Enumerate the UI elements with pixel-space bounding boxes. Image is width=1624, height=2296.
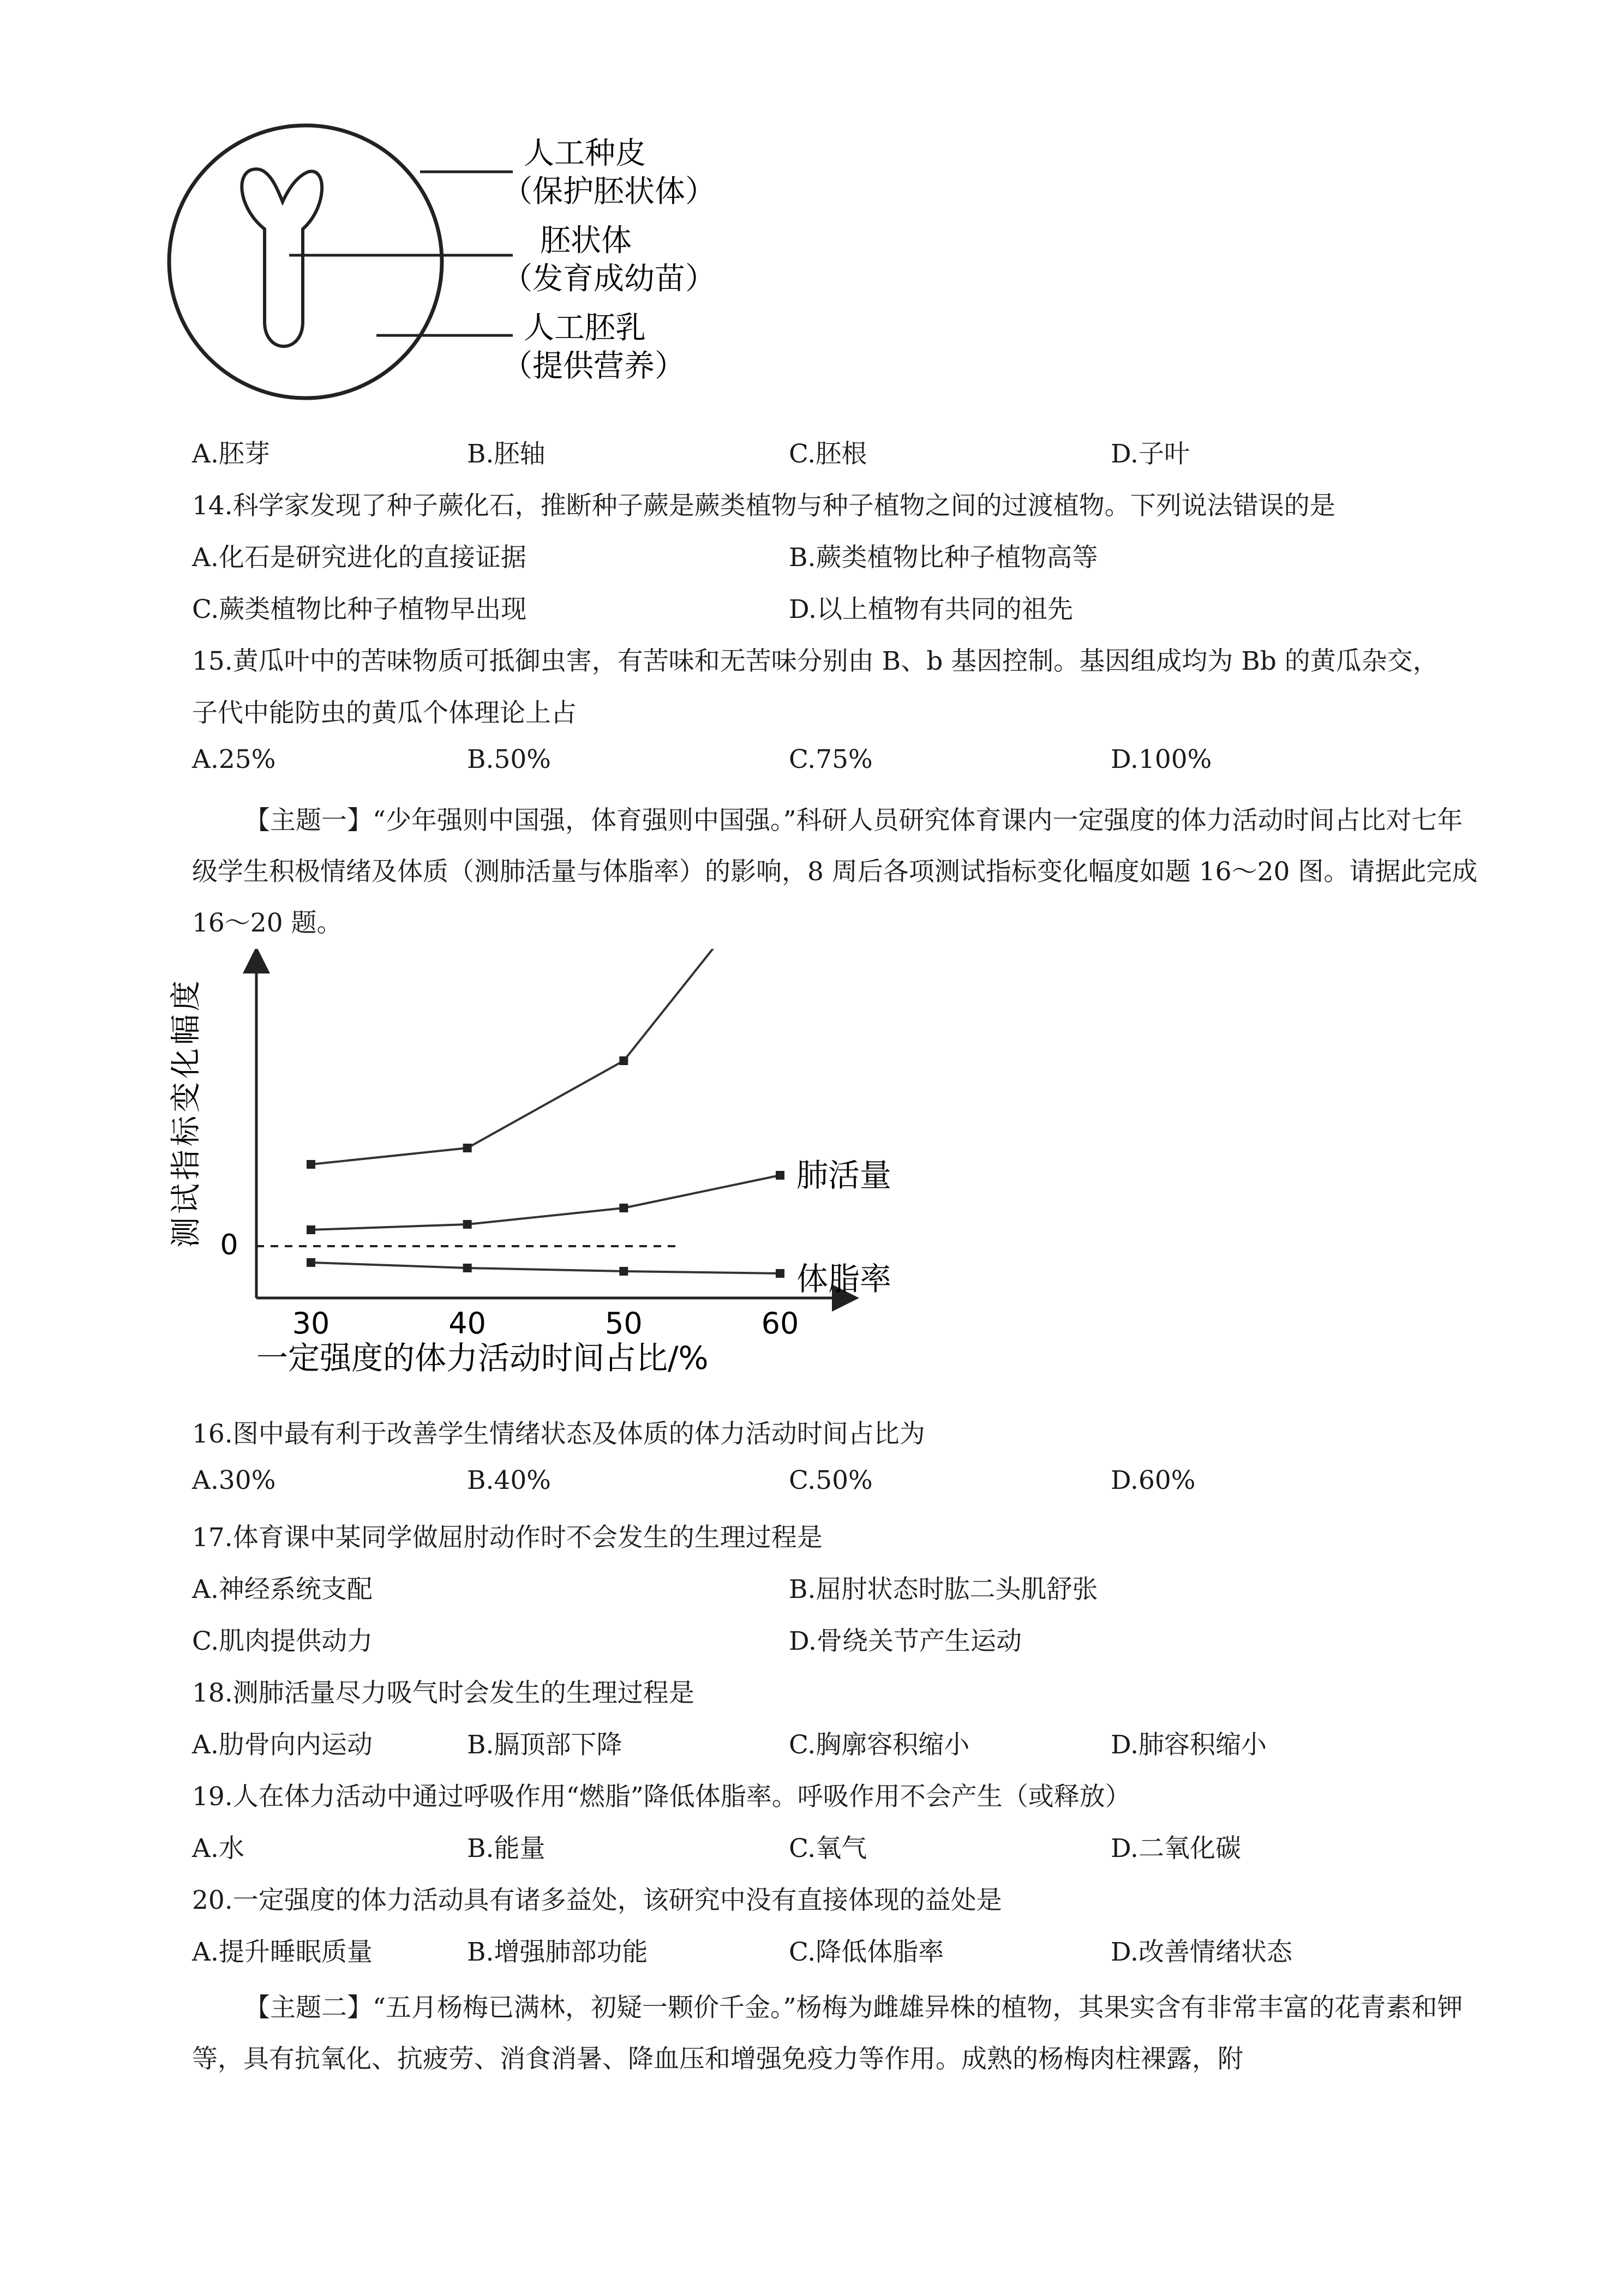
series-point bbox=[619, 1267, 628, 1276]
y-axis-label-char: 测 bbox=[169, 1217, 204, 1248]
theme1-paragraph: 【主题一】“少年强则中国强，体育强则中国强。”科研人员研究体育课内一定强度的体力活动时间占比对七年级学生积极情绪及体质（测肺活量与体脂率）的影响，8 周后各项测试指标变化幅度如题 16～20 图。请据此完成 16～20 题。 bbox=[192, 806, 1478, 938]
y-axis-label-char: 试 bbox=[169, 1183, 204, 1214]
label-endosperm: 人工胚乳 bbox=[524, 310, 646, 346]
x-tick-label: 50 bbox=[604, 1306, 643, 1341]
series-point bbox=[463, 1264, 472, 1272]
series-point bbox=[463, 1220, 472, 1229]
y-axis-label bbox=[169, 981, 204, 1248]
q20-option-d: D.改善情绪状态 bbox=[1111, 1937, 1292, 1967]
label-endosperm-note: （提供营养） bbox=[502, 348, 685, 384]
q15-option-b: B.50% bbox=[467, 744, 551, 774]
series-line-0 bbox=[311, 949, 780, 1164]
q13-option-b: B.胚轴 bbox=[467, 439, 546, 469]
x-tick-label: 30 bbox=[292, 1306, 330, 1341]
embryoid-shape bbox=[242, 169, 322, 346]
q18-option-b: B.膈顶部下降 bbox=[467, 1730, 622, 1760]
q13-option-a: A.胚芽 bbox=[192, 439, 270, 469]
y-axis-label-char: 指 bbox=[169, 1150, 204, 1180]
q18-option-a: A.肋骨向内运动 bbox=[192, 1730, 373, 1760]
q16-option-d: D.60% bbox=[1111, 1465, 1196, 1495]
series-line-2 bbox=[311, 1263, 780, 1273]
theme2-paragraph: 【主题二】“五月杨梅已满林，初疑一颗价千金。”杨梅为雌雄异株的植物，其果实含有非常丰富的花青素和钾等，具有抗氧化、抗疲劳、消食消暑、降血压和增强免疫力等作用。成熟的杨梅肉柱裸露，附 bbox=[192, 1993, 1463, 2074]
q14-option-d: D.以上植物有共同的祖先 bbox=[789, 594, 1073, 624]
y-axis-label-char: 变 bbox=[169, 1082, 204, 1113]
q14-option-b: B.蕨类植物比种子植物高等 bbox=[789, 543, 1098, 573]
seed-circle bbox=[169, 125, 442, 398]
q18-option-d: D.肺容积缩小 bbox=[1111, 1730, 1267, 1760]
q15-option-c: C.75% bbox=[789, 744, 873, 774]
x-tick-labels bbox=[292, 1306, 799, 1341]
q20-option-c: C.降低体脂率 bbox=[789, 1937, 944, 1967]
x-tick-label: 60 bbox=[761, 1306, 799, 1341]
y-zero-label: 0 bbox=[220, 1229, 238, 1261]
q17-stem: 17.体育课中某同学做屈肘动作时不会发生的生理过程是 bbox=[192, 1523, 823, 1553]
q19-option-b: B.能量 bbox=[467, 1834, 546, 1864]
q17-option-b: B.屈肘状态时肱二头肌舒张 bbox=[789, 1574, 1098, 1604]
q16-option-b: B.40% bbox=[467, 1465, 551, 1495]
series-point bbox=[776, 1171, 784, 1180]
q17-option-c: C.肌肉提供动力 bbox=[192, 1626, 373, 1656]
q19-option-d: D.二氧化碳 bbox=[1111, 1834, 1241, 1864]
activity-line-chart bbox=[164, 949, 906, 1385]
q16-stem: 16.图中最有利于改善学生情绪状态及体质的体力活动时间占比为 bbox=[192, 1419, 925, 1449]
series-point bbox=[307, 1225, 315, 1234]
x-axis-label: 一定强度的体力活动时间占比/% bbox=[256, 1339, 709, 1377]
q19-option-a: A.水 bbox=[192, 1834, 244, 1864]
q20-stem: 20.一定强度的体力活动具有诸多益处，该研究中没有直接体现的益处是 bbox=[192, 1885, 1002, 1915]
q19-stem: 19.人在体力活动中通过呼吸作用“燃脂”降低体脂率。呼吸作用不会产生（或释放） bbox=[192, 1782, 1131, 1812]
label-seed-coat-note: （保护胚状体） bbox=[502, 174, 716, 209]
artificial-seed-figure bbox=[164, 120, 775, 414]
y-axis-label-char: 度 bbox=[169, 981, 204, 1011]
q15-stem-line2: 子代中能防虫的黄瓜个体理论上占 bbox=[192, 698, 577, 728]
y-axis-label-char: 标 bbox=[169, 1116, 204, 1146]
q17-option-a: A.神经系统支配 bbox=[192, 1574, 373, 1604]
q18-option-c: C.胸廓容积缩小 bbox=[789, 1730, 970, 1760]
q17-option-d: D.骨绕关节产生运动 bbox=[789, 1626, 1022, 1656]
series-name-label: 肺活量 bbox=[796, 1157, 892, 1194]
series-point bbox=[776, 1269, 784, 1278]
y-axis-label-char: 化 bbox=[169, 1048, 204, 1079]
q15-stem-line1: 15.黄瓜叶中的苦味物质可抵御虫害，有苦味和无苦味分别由 B、b 基因控制。基因组成均为 Bb 的黄瓜杂交， bbox=[192, 646, 1439, 676]
chart-series bbox=[307, 949, 906, 1297]
series-point bbox=[307, 1258, 315, 1267]
q18-stem: 18.测肺活量尽力吸气时会发生的生理过程是 bbox=[192, 1678, 694, 1708]
q16-option-a: A.30% bbox=[192, 1465, 276, 1495]
series-name-label: 体脂率 bbox=[796, 1260, 892, 1297]
q15-option-a: A.25% bbox=[192, 744, 276, 774]
label-seed-coat: 人工种皮 bbox=[524, 136, 646, 171]
label-embryoid-note: （发育成幼苗） bbox=[502, 261, 716, 297]
q14-stem: 14.科学家发现了种子蕨化石，推断种子蕨是蕨类植物与种子植物之间的过渡植物。下列说法错误的是 bbox=[192, 491, 1335, 521]
series-point bbox=[619, 1056, 628, 1065]
series-point bbox=[307, 1160, 315, 1169]
series-line-1 bbox=[311, 1175, 780, 1230]
q15-option-d: D.100% bbox=[1111, 744, 1212, 774]
q13-option-c: C.胚根 bbox=[789, 439, 867, 469]
q16-option-c: C.50% bbox=[789, 1465, 873, 1495]
series-point bbox=[619, 1204, 628, 1212]
series-point bbox=[463, 1144, 472, 1152]
q20-option-b: B.增强肺部功能 bbox=[467, 1937, 648, 1967]
x-tick-label: 40 bbox=[448, 1306, 487, 1341]
q13-option-d: D.子叶 bbox=[1111, 439, 1190, 469]
q20-option-a: A.提升睡眠质量 bbox=[192, 1937, 373, 1967]
q19-option-c: C.氧气 bbox=[789, 1834, 867, 1864]
y-axis-label-char: 幅 bbox=[169, 1014, 204, 1045]
label-embryoid: 胚状体 bbox=[540, 223, 632, 259]
q14-option-c: C.蕨类植物比种子植物早出现 bbox=[192, 594, 527, 624]
q14-option-a: A.化石是研究进化的直接证据 bbox=[192, 543, 526, 573]
